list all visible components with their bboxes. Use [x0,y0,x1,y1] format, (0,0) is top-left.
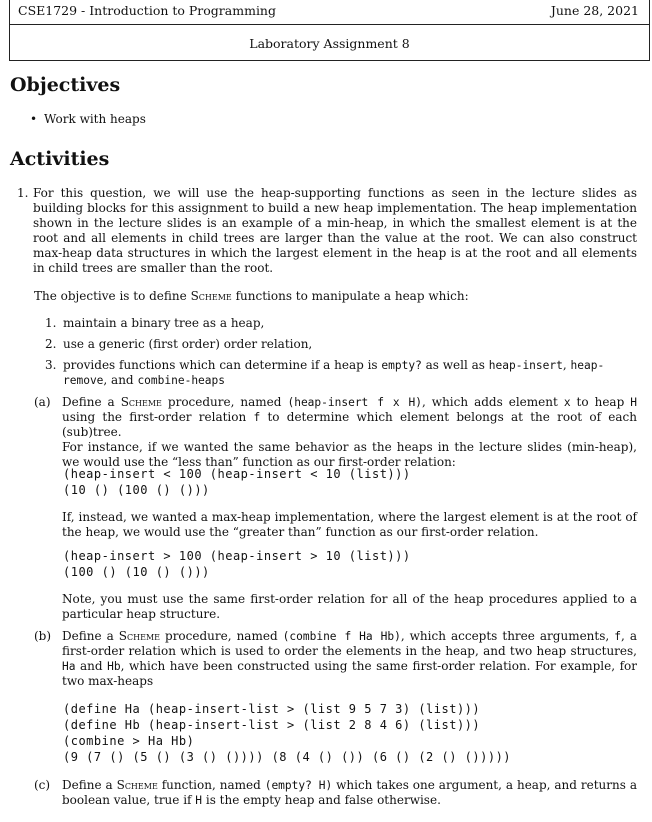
subquestion-text [62,395,637,470]
code-run: empty? [381,359,422,372]
list-number: 1. [45,316,57,330]
list-text: maintain a binary tree as a heap, [63,316,265,330]
objective-suffix: functions to manipulate a heap which: [231,289,469,303]
assignment-title: Laboratory Assignment 8 [249,36,410,51]
subquestion-text: If, instead, we wanted a max-heap implementation, where the largest element is at the root of the heap, we would use the “greater than” function as our first-order relation. [62,510,637,539]
code-run: heap-remove [63,359,605,387]
text-run: For instance, if we wanted the same behavior as the heaps in the lecture slides (min-heap), we would use the “less than” function as our first-order relation: [62,440,637,469]
text-run: which takes one argument, a heap, and returns a boolean value, true if [62,778,637,807]
scheme-word: Scheme [116,778,158,792]
text-run: as well as [421,358,489,372]
text-run: function, named [157,778,265,792]
code-block: (heap-insert > 100 (heap-insert > 10 (list))) (100 () (10 () ())) [63,549,411,579]
subquestion-a-maxheap [34,510,637,540]
subquestion-text [62,778,637,808]
list-text: use a generic (first order) order relation, [63,337,313,351]
text-run: procedure, named [161,395,288,409]
page-header [9,0,650,61]
text-run: is the empty heap and false otherwise. [202,793,441,807]
text-run: Define a [62,778,117,792]
objective-text: Work with heaps [44,112,146,126]
list-number: 2. [45,337,57,351]
text-run: procedure, named [159,629,283,643]
subquestion-b [34,629,637,689]
code-run: Ha [62,660,76,673]
subquestion-label: (c) [34,778,51,792]
list-item [45,316,635,331]
scheme-word: Scheme [190,289,232,303]
subquestion-text [62,629,637,689]
objectives-heading: Objectives [10,74,121,96]
list-text [63,358,635,388]
list-item [45,337,635,352]
code-block: (heap-insert < 100 (heap-insert < 10 (list))) (10 () (100 () ())) [63,467,411,497]
text-run: , a first-order relation which is used to order the elements in the heap, and two heap structures, [62,629,637,658]
code-run: combine-heaps [137,374,225,387]
header-date: June 28, 2021 [550,3,639,18]
question-intro: For this question, we will use the heap-supporting functions as seen in the lecture slides as building blocks for this assignment to build a new heap implementation. The heap implementation shown in the lecture slides is an example of a min-heap, in which the smallest element is at the root and all elements in child trees are larger than the value at the root. We can also construct max-heap data structures in which the largest element in the heap is at the root and all elements in child trees are smaller than the root. [33,186,637,275]
code-run: (empty? H) [264,779,333,792]
text-run: , and [103,373,138,387]
subquestion-a-note [34,592,637,622]
course-title: CSE1729 - Introduction to Programming [18,3,276,18]
code-run: H [195,794,203,807]
code-block: (define Ha (heap-insert-list > (list 9 5 7 3) (list))) (define Hb (heap-insert-list > (list 2 8 4 6) (list))) (combine > Ha Hb) (9 (7 () (5 () (3 () ()))) (8 (4 () ()) (6 () (2 () ())))) [63,702,512,764]
text-run: provides functions which can determine if a heap is [63,358,382,372]
text-run: using the first-order relation [62,410,254,424]
text-run: Define a [62,629,119,643]
objective-prefix: The objective is to define [34,289,191,303]
objective-statement [34,289,469,304]
scheme-word: Scheme [118,629,160,643]
code-run: f [614,630,621,643]
text-run: , which accepts three arguments, [400,629,615,643]
subquestion-c [34,778,637,808]
subquestion-a [34,395,637,470]
code-run: H [630,396,638,409]
question-1 [17,186,637,276]
code-run: heap-insert [488,359,563,372]
scheme-word: Scheme [120,395,162,409]
text-run: to heap [570,395,631,409]
subquestion-text: Note, you must use the same first-order relation for all of the heap procedures applied to a particular heap structure. [62,592,637,621]
list-number: 3. [45,358,57,372]
subquestion-label: (b) [34,629,52,643]
header-divider [10,24,649,25]
text-run: , which adds element [421,395,564,409]
activities-heading: Activities [10,148,110,170]
question-number: 1. [17,186,29,200]
code-run: Hb [107,660,121,673]
subquestion-label: (a) [34,395,51,409]
text-run: , [562,358,571,372]
objective-bullet [30,112,146,127]
code-run: (heap-insert f x H) [287,396,422,409]
text-run: Define a [62,395,121,409]
bullet-dot: • [30,112,38,126]
text-run: , which have been constructed using the same first-order relation. For example, for two max-heaps [62,659,637,688]
text-run: and [75,659,108,673]
list-item [45,358,635,388]
code-run: (combine f Ha Hb) [282,630,401,643]
code-run: f [253,411,261,424]
text-run: to determine which element belongs at the root of each (sub)tree. [62,410,637,439]
code-run: x [563,396,571,409]
